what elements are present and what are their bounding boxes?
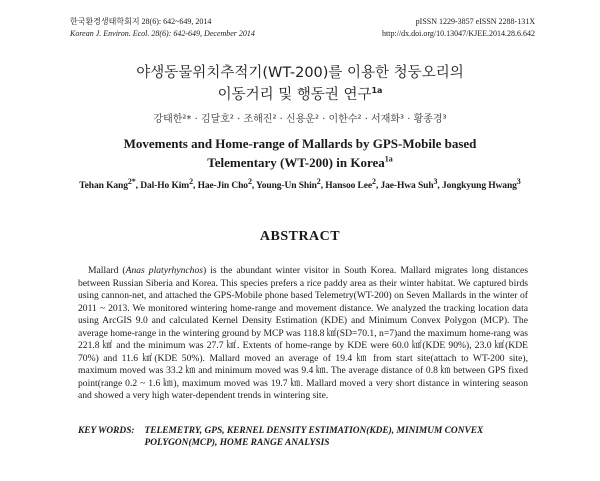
author-name: Jongkyung Hwang (441, 181, 517, 191)
issn-doi (382, 16, 535, 40)
author-affiliation: 2 (372, 176, 376, 186)
author-affiliation: 2* (127, 176, 136, 186)
author-affiliation: 3 (433, 176, 438, 186)
issn: pISSN 1229-3857 eISSN 2288-131X (415, 17, 535, 26)
title-korean-line1: 야생동물위치추적기(WT-200)를 이용한 청둥오리의 (136, 65, 464, 81)
doi-link[interactable]: http://dx.doi.org/10.13047/KJEE.2014.28.6.642 (382, 29, 535, 38)
author-affiliation: 3 (516, 176, 521, 186)
author-name: Jae-Hwa Suh (380, 181, 434, 191)
author-affiliation: 2 (247, 176, 252, 186)
keywords-list: TELEMETRY, GPS, KERNEL DENSITY ESTIMATION(KDE), MINIMUM CONVEX POLYGON(MCP), HOME RANGE ANALYSIS (144, 426, 484, 448)
author-name: Hae-Jin Cho (197, 181, 248, 191)
title-english (0, 134, 600, 172)
title-english-line2: Telementary (WT-200) in Korea (207, 155, 385, 170)
author-affiliation: 2 (189, 176, 193, 186)
keywords (78, 425, 548, 449)
abstract-text-main: ) is the abundant winter visitor in South Korea. Mallard migrates long distances between Russian Siberia and Korea. This species prefers a rice paddy area as their winter habitat. We captured birds using cannon-net, and attached the GPS-Mobile phone based Telemetry(WT-200) on Seven Mallards in the winter of 2011 ~ 2013. We monitored wintering home-range and movement distance. We analyzed the tracking location data using ArcGIS 9.0 and calculated Kernel Density Estimation (KDE) and Minimum Convex Polygon (MCP). The average home-range in the wintering ground by MCP was 118.8 ㎢(SD=70.1, n=7)and the maximum home-rang was 221.8 ㎢ and the minimum was 27.7 ㎢. Extents of home-range by KDE were 60.0 ㎢(KDE 90%), 23.0 ㎢(KDE 70%) and 11.6 ㎢(KDE 50%). Mallard moved an average of 19.4 ㎞ from start site(attach to WT-200 site), maximum moved was 33.2 ㎞ and minimum moved was 9.4 ㎞. The average distance of 0.8 ㎞ between GPS fixed point(range 0.2 ~ 1.6 ㎞), maximum moved was 19.7 ㎞. Mallard moved a very short distance in wintering season and showed a very high water-dependent trends in wintering site. (78, 265, 528, 401)
author-name: Hansoo Lee (325, 181, 373, 191)
keywords-label: KEY WORDS: (78, 426, 135, 436)
abstract-text-start: Mallard ( (88, 265, 126, 276)
abstract-body (78, 265, 528, 403)
journal-citation-ko: 한국환경생태학회지 28(6): 642~649, 2014 (70, 17, 212, 26)
author-name: Dal-Ho Kim (140, 181, 190, 191)
title-english-footnote: 1a (384, 154, 393, 164)
title-korean (0, 62, 600, 106)
authors-korean: 강태한²* · 김달호² · 조해진² · 신용운² · 이한수² · 서재화³ · 황종경³ (153, 114, 447, 125)
title-korean-line2: 이동거리 및 행동권 연구 (217, 87, 372, 103)
authors-english: Tehan Kang$^{2*}$, Dal-Ho Kim$^2$, Hae-Jin Cho$^2$, Young-Un Shin$^2$, Hansoo Lee$^2$, Jae-Hwa Suh$^3$, Jongkyung Hwang$^3$ (79, 176, 521, 191)
abstract-heading: ABSTRACT (259, 229, 341, 244)
title-korean-footnote: 1a (371, 86, 383, 96)
species-name: Anas platyrhynchos (125, 265, 203, 276)
author-name: Tehan Kang (79, 181, 128, 191)
author-affiliation: 2 (316, 176, 321, 186)
journal-citation-en: Korean J. Environ. Ecol. 28(6): 642-649, December 2014 (70, 29, 255, 38)
title-english-line1: Movements and Home-range of Mallards by GPS-Mobile based (123, 136, 477, 151)
author-name: Young-Un Shin (256, 181, 317, 191)
journal-citation (70, 16, 255, 40)
